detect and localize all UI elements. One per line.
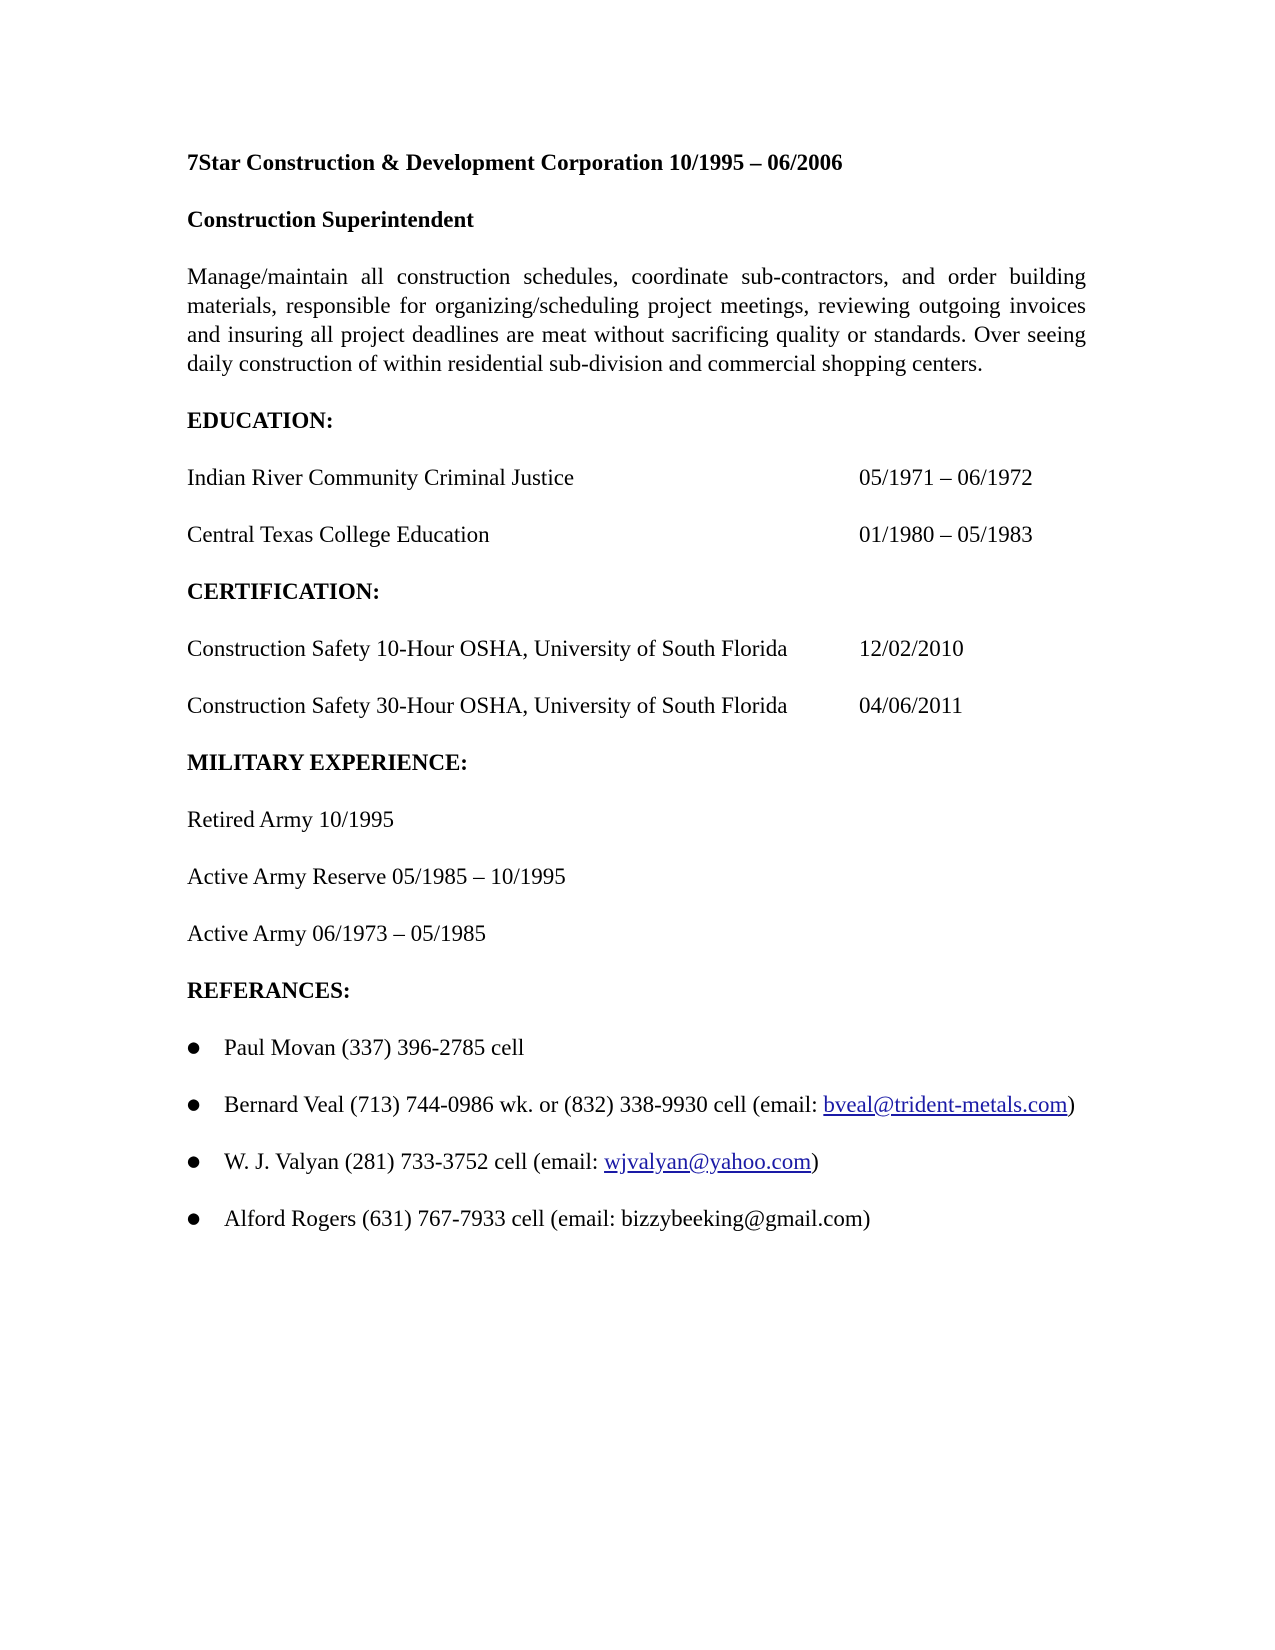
reference-suffix: ) <box>811 1149 819 1174</box>
certification-name: Construction Safety 10-Hour OSHA, University of South Florida <box>187 636 788 661</box>
education-row <box>187 520 1086 549</box>
reference-item <box>187 1090 1086 1119</box>
education-name: Indian River Community Criminal Justice <box>187 465 575 490</box>
bullet-icon: ● <box>187 1038 201 1056</box>
certification-name: Construction Safety 30-Hour OSHA, University of South Florida <box>187 693 788 718</box>
reference-text <box>224 1090 1086 1119</box>
job-title: Construction Superintendent <box>187 207 474 232</box>
references-list <box>187 1033 1086 1233</box>
reference-text <box>224 1147 1086 1176</box>
reference-email-link[interactable]: bveal@trident-metals.com <box>823 1092 1068 1117</box>
company-line: 7Star Construction & Development Corporation 10/1995 – 06/2006 <box>187 150 843 175</box>
certification-row <box>187 634 1086 663</box>
bullet-icon: ● <box>187 1095 201 1113</box>
references-heading: REFERANCES: <box>187 978 351 1003</box>
education-heading: EDUCATION: <box>187 408 334 433</box>
certification-date: 12/02/2010 <box>859 636 964 661</box>
education-row <box>187 463 1086 492</box>
bullet-icon: ● <box>187 1152 201 1170</box>
reference-prefix: W. J. Valyan (281) 733-3752 cell (email: <box>224 1149 605 1174</box>
military-heading: MILITARY EXPERIENCE: <box>187 750 468 775</box>
military-item: Retired Army 10/1995 <box>187 807 394 832</box>
reference-text: Paul Movan (337) 396-2785 cell <box>224 1035 525 1060</box>
certification-date: 04/06/2011 <box>859 693 963 718</box>
reference-email-link[interactable]: wjvalyan@yahoo.com <box>604 1149 812 1174</box>
education-dates: 05/1971 – 06/1972 <box>859 465 1033 490</box>
certification-heading: CERTIFICATION: <box>187 579 381 604</box>
military-item: Active Army Reserve 05/1985 – 10/1995 <box>187 864 566 889</box>
military-item: Active Army 06/1973 – 05/1985 <box>187 921 486 946</box>
bullet-icon: ● <box>187 1209 201 1227</box>
reference-text: Alford Rogers (631) 767-7933 cell (email: bizzybeeking@gmail.com) <box>224 1206 871 1231</box>
reference-prefix: Bernard Veal (713) 744-0986 wk. or (832) 338-9930 cell (email: <box>224 1092 824 1117</box>
education-name: Central Texas College Education <box>187 522 490 547</box>
reference-item <box>187 1033 1086 1062</box>
reference-suffix: ) <box>1067 1092 1076 1117</box>
reference-item <box>187 1147 1086 1176</box>
job-description: Manage/maintain all construction schedules, coordinate sub-contractors, and order building materials, responsible for organizing/scheduling project meetings, reviewing outgoing invoices and insuring all project deadlines are meat without sacrificing quality or standards. Over seeing daily construction of within residential sub-division and commercial shopping centers. <box>187 264 1086 376</box>
education-dates: 01/1980 – 05/1983 <box>859 522 1033 547</box>
resume-page <box>187 148 1086 1233</box>
certification-row <box>187 691 1086 720</box>
reference-item <box>187 1204 1086 1233</box>
